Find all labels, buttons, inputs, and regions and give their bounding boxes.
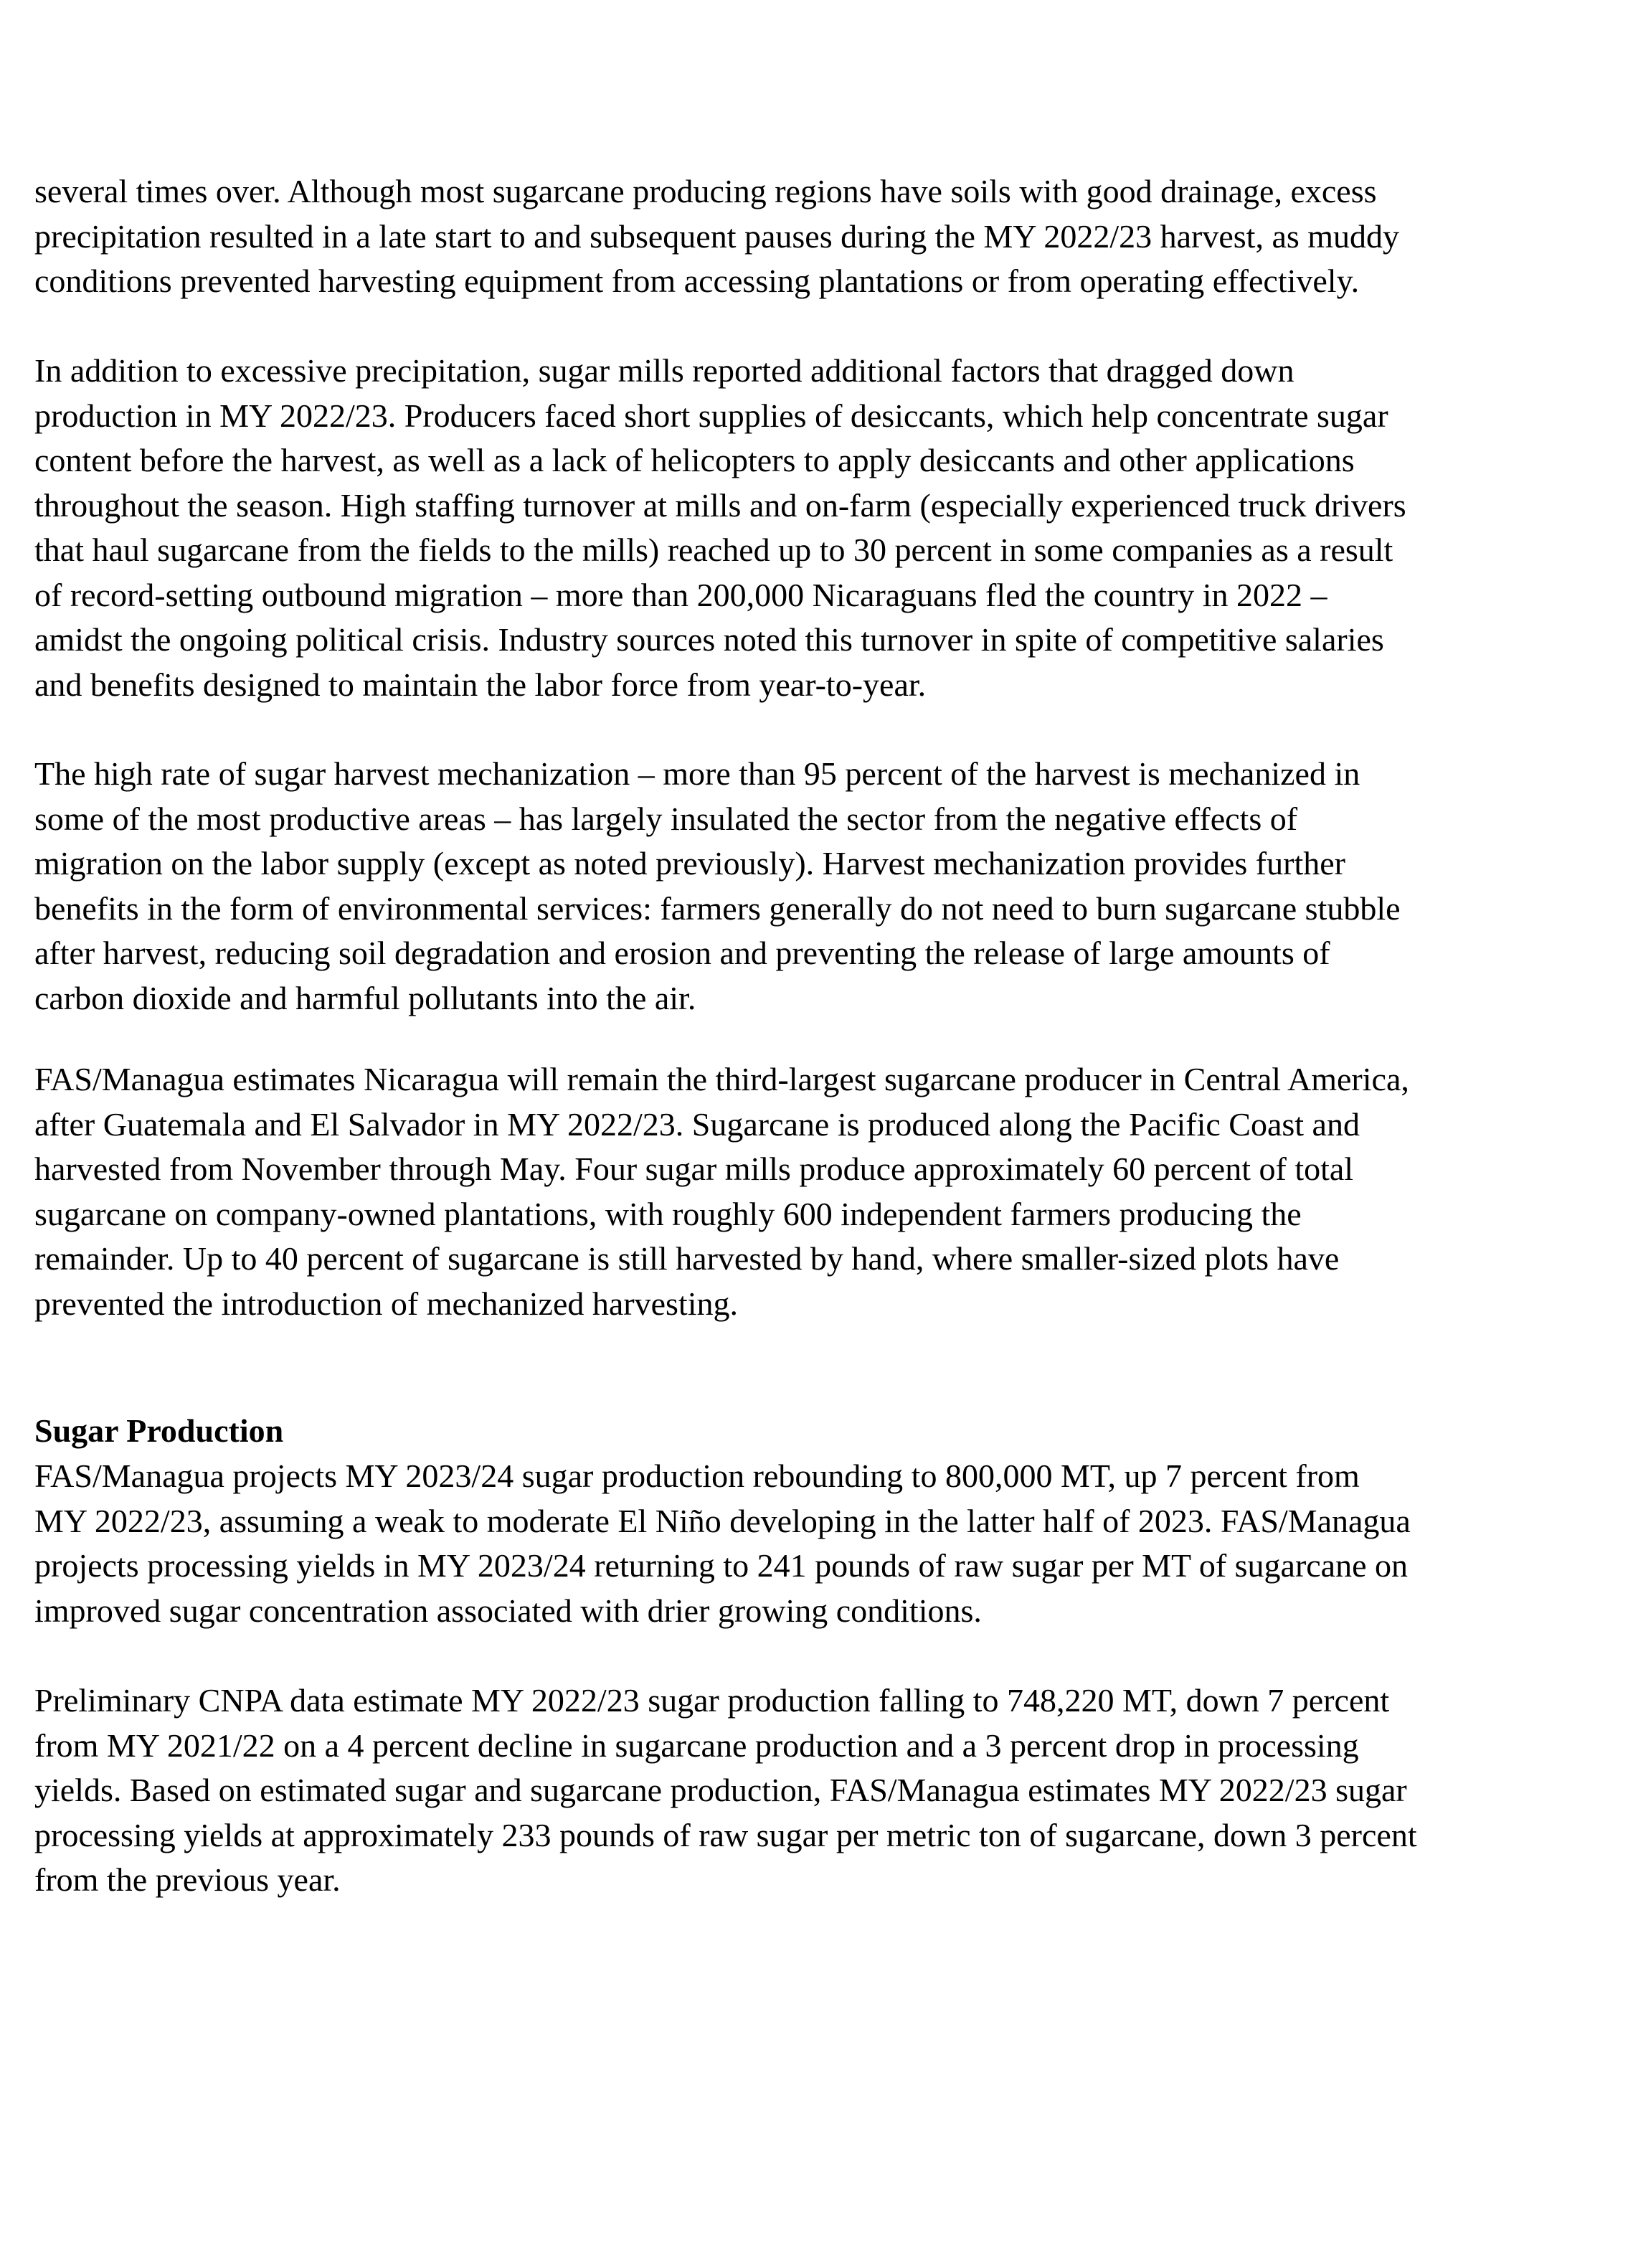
text-line: sugarcane on company-owned plantations, with roughly 600 independent farmers producing the — [34, 1195, 1302, 1232]
text-line: of record-setting outbound migration – more than 200,000 Nicaraguans fled the country in 2022 – — [34, 576, 1327, 613]
paragraph-production-regions — [34, 1057, 1555, 1326]
text-line: after Guatemala and El Salvador in MY 2022/23. Sugarcane is produced along the Pacific Coast and — [34, 1105, 1360, 1143]
paragraph-harvest-mechanization — [34, 752, 1555, 1021]
paragraph-additional-factors — [34, 349, 1555, 707]
text-line: FAS/Managua projects MY 2023/24 sugar production rebounding to 800,000 MT, up 7 percent from — [34, 1457, 1360, 1494]
text-line: processing yields at approximately 233 pounds of raw sugar per metric ton of sugarcane, down 3 percent — [34, 1816, 1417, 1853]
text-line: prevented the introduction of mechanized harvesting. — [34, 1285, 738, 1322]
text-line: several times over. Although most sugarcane producing regions have soils with good drainage, excess — [34, 173, 1377, 209]
paragraph-precipitation-effects — [34, 169, 1555, 304]
paragraph-production-projection — [34, 1454, 1555, 1633]
text-line: benefits in the form of environmental services: farmers generally do not need to burn sugarcane stubble — [34, 889, 1401, 927]
paragraph-cnpa-estimates — [34, 1678, 1555, 1903]
text-line: after harvest, reducing soil degradation and erosion and preventing the release of large amounts of — [34, 935, 1330, 971]
text-line: that haul sugarcane from the fields to the mills) reached up to 30 percent in some companies as a result — [34, 531, 1393, 568]
text-line: The high rate of sugar harvest mechanization – more than 95 percent of the harvest is mechanized in — [34, 755, 1360, 792]
text-line: In addition to excessive precipitation, sugar mills reported additional factors that dragged down — [34, 352, 1294, 389]
text-line: amidst the ongoing political crisis. Industry sources noted this turnover in spite of competitive salaries — [34, 621, 1384, 658]
text-line: harvested from November through May. Four sugar mills produce approximately 60 percent of total — [34, 1150, 1354, 1187]
text-line: throughout the season. High staffing turnover at mills and on-farm (especially experienced truck drivers — [34, 486, 1406, 524]
section-heading-sugar-production: Sugar Production — [34, 1412, 284, 1449]
text-line: content before the harvest, as well as a lack of helicopters to apply desiccants and other applications — [34, 442, 1355, 478]
text-line: from MY 2021/22 on a 4 percent decline in sugarcane production and a 3 percent drop in processing — [34, 1726, 1359, 1764]
text-line: some of the most productive areas – has largely insulated the sector from the negative effects of — [34, 800, 1298, 837]
text-line: migration on the labor supply (except as noted previously). Harvest mechanization provides further — [34, 845, 1345, 882]
text-line: FAS/Managua estimates Nicaragua will remain the third-largest sugarcane producer in Central America, — [34, 1061, 1409, 1097]
text-line: Preliminary CNPA data estimate MY 2022/23 sugar production falling to 748,220 MT, down 7 percent — [34, 1682, 1390, 1719]
text-line: MY 2022/23, assuming a weak to moderate El Niño developing in the latter half of 2023. FAS/Managua — [34, 1502, 1411, 1539]
text-line: from the previous year. — [34, 1861, 341, 1898]
text-line: remainder. Up to 40 percent of sugarcane is still harvested by hand, where smaller-sized plots have — [34, 1240, 1340, 1277]
text-line: improved sugar concentration associated with drier growing conditions. — [34, 1592, 982, 1629]
text-line: and benefits designed to maintain the labor force from year-to-year. — [34, 666, 927, 703]
text-line: projects processing yields in MY 2023/24 returning to 241 pounds of raw sugar per MT of sugarcane on — [34, 1547, 1409, 1584]
text-line: carbon dioxide and harmful pollutants into the air. — [34, 979, 696, 1016]
text-line: conditions prevented harvesting equipment from accessing plantations or from operating effectively. — [34, 263, 1360, 299]
text-line: production in MY 2022/23. Producers faced short supplies of desiccants, which help concentrate sugar — [34, 397, 1388, 434]
text-line: precipitation resulted in a late start to and subsequent pauses during the MY 2022/23 harvest, as muddy — [34, 217, 1400, 255]
text-line: yields. Based on estimated sugar and sugarcane production, FAS/Managua estimates MY 2022/23 sugar — [34, 1772, 1407, 1808]
